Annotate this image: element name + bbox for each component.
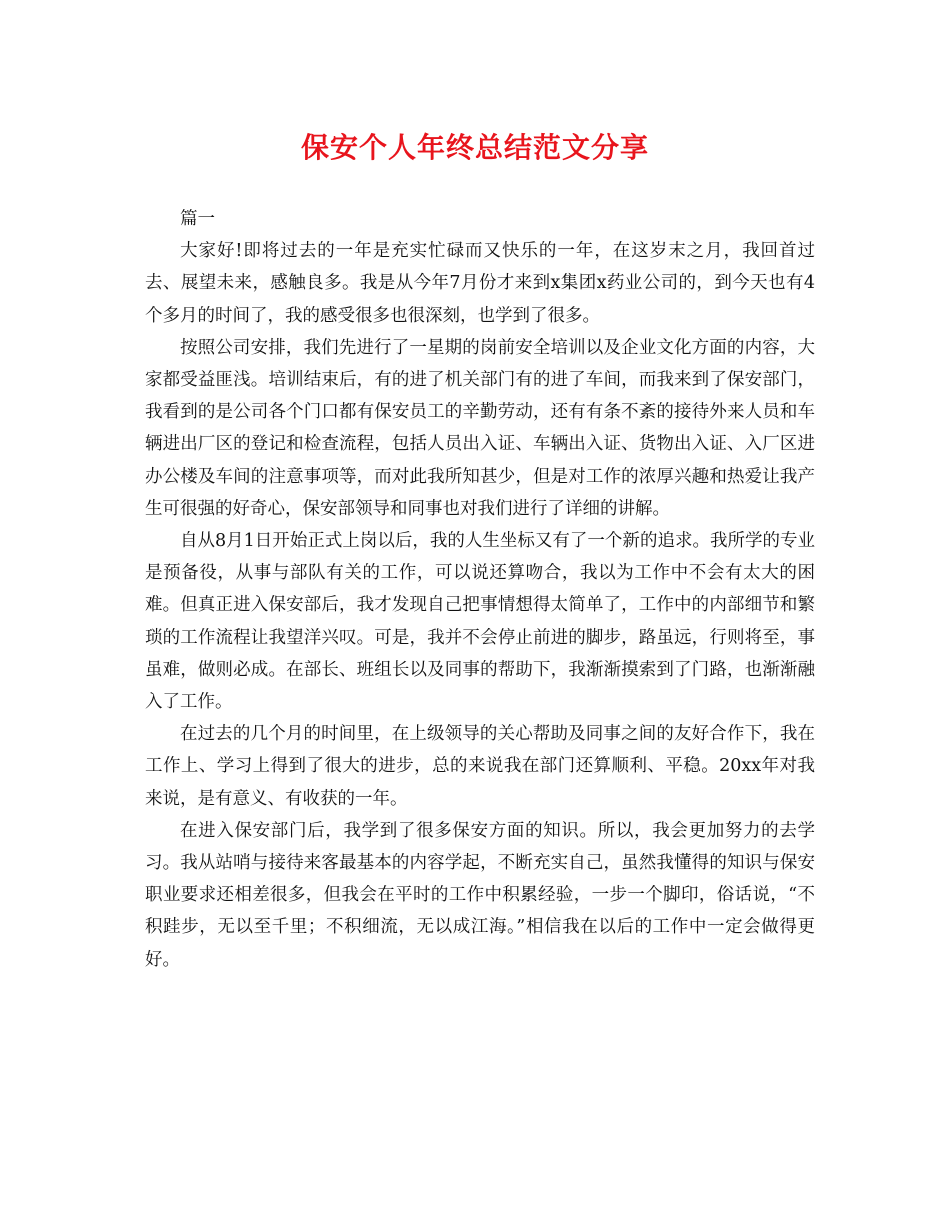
paragraph-2: 按照公司安排，我们先进行了一星期的岗前安全培训以及企业文化方面的内容，大家都受益匪浅。培训结束后，有的进了机关部门有的进了车间，而我来到了保安部门，我看到的是公司各个门口都有保安员工的辛勤劳动，还有有条不紊的接待外来人员和车辆进出厂区的登记和检查流程，包括人员出入证、车辆出入证、货物出入证、入厂区进办公楼及车间的注意事项等，而对此我所知甚少，但是对工作的浓厚兴趣和热爱让我产生可很强的好奇心，保安部领导和同事也对我们进行了详细的讲解。	[145, 337, 815, 519]
paragraph-3: 自从8月1日开始正式上岗以后，我的人生坐标又有了一个新的追求。我所学的专业是预备役，从事与部队有关的工作，可以说还算吻合，我以为工作中不会有太大的困难。但真正进入保安部后，我才发现自己把事情想得太简单了，工作中的内部细节和繁琐的工作流程让我望洋兴叹。可是，我并不会停止前进的脚步，路虽远，行则将至，事虽难，做则必成。在部长、班组长以及同事的帮助下，我渐渐摸索到了门路，也渐渐融入了工作。	[145, 531, 815, 713]
paragraph-1: 大家好!即将过去的一年是充实忙碌而又快乐的一年，在这岁末之月，我回首过去、展望未来，感触良多。我是从今年7月份才来到x集团x药业公司的，到今天也有4个多月的时间了，我的感受很多也很深刻，也学到了很多。	[145, 241, 815, 326]
section-label: 篇一	[180, 209, 215, 229]
paragraph-5: 在进入保安部门后，我学到了很多保安方面的知识。所以，我会更加努力的去学习。我从站哨与接待来客最基本的内容学起，不断充实自己，虽然我懂得的知识与保安职业要求还相差很多，但我会在平时的工作中积累经验，一步一个脚印，俗话说，“不积跬步，无以至千里；不积细流，无以成江海。”相信我在以后的工作中一定会做得更好。	[145, 820, 815, 970]
paragraph-4: 在过去的几个月的时间里，在上级领导的关心帮助及同事之间的友好合作下，我在工作上、学习上得到了很大的进步，总的来说我在部门还算顺利、平稳。20xx年对我来说，是有意义、有收获的一年。	[145, 724, 815, 809]
document-title: 保安个人年终总结范文分享	[300, 131, 649, 164]
document-body	[145, 203, 815, 976]
